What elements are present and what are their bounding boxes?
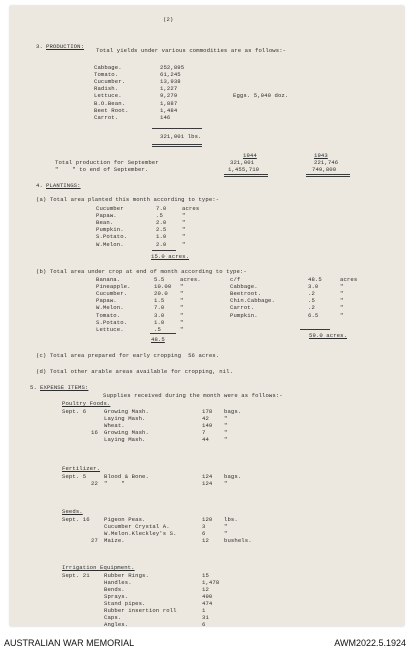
crop-unit: acres. xyxy=(180,276,201,283)
seed-item: W.Melon.Kleckley's S. xyxy=(104,529,177,537)
planting-total: 15.0 acres. xyxy=(151,253,190,260)
planting-unit: " xyxy=(182,219,186,227)
subsection-text: (d) Total other arable areas available for cropping, nil. xyxy=(36,368,234,375)
crop-unit: " xyxy=(180,290,184,298)
item-unit: " xyxy=(224,435,228,443)
crop-name: Cabbage. xyxy=(230,283,258,291)
commodity-yield: 1,887 xyxy=(160,99,178,107)
crop-area: 10.00 xyxy=(154,283,172,291)
irrigation-item: Stand pipes. xyxy=(104,599,146,607)
crop-name: W.Melon. xyxy=(96,304,124,312)
item-quantity: 6 xyxy=(202,621,206,629)
footer-accession: AWM2022.5.1924 xyxy=(334,638,406,648)
item-date: Sept. 21 xyxy=(62,571,90,579)
planting-area: .5 xyxy=(156,212,163,220)
document-page xyxy=(10,6,404,629)
crop-unit: " xyxy=(340,290,344,298)
total-rule xyxy=(224,176,268,177)
crop-unit: " xyxy=(340,283,344,291)
item-date: Sept. 6 xyxy=(62,407,87,415)
crop-area: .2 xyxy=(308,290,315,298)
item-quantity: 490 xyxy=(202,592,213,600)
seeds-heading: Seeds. xyxy=(62,508,83,515)
subsection-text: (c) Total area prepared for early cropping 56 acres. xyxy=(36,352,220,359)
item-quantity: 44 xyxy=(202,435,209,443)
crop-name: Tomato. xyxy=(96,311,121,319)
planting-area: 1.0 xyxy=(156,233,167,241)
crop-area: 1.5 xyxy=(154,297,165,305)
total-rule xyxy=(152,128,202,129)
planting-name: W.Melon. xyxy=(96,240,124,248)
crop-name: c/f xyxy=(230,276,241,283)
section-number: 5. xyxy=(30,384,37,391)
planting-unit: " xyxy=(182,240,186,248)
planting-name: Papaw. xyxy=(96,212,117,220)
section-heading: EXPENSE ITEMS: xyxy=(40,384,89,391)
item-unit: " xyxy=(224,421,228,429)
crop-unit: " xyxy=(180,283,184,291)
subsection-text: (b) Total area under crop at end of month according to type:- xyxy=(36,268,247,275)
item-quantity: 149 xyxy=(202,421,213,429)
crop-area: 3.0 xyxy=(308,283,319,291)
planting-area: 2.0 xyxy=(156,219,167,227)
item-date: Sept. 5 xyxy=(62,472,87,480)
total-rule xyxy=(152,144,202,145)
commodity-yield: 1,484 xyxy=(160,106,178,114)
commodity-name: Carrot. xyxy=(94,113,119,121)
item-unit: " xyxy=(224,479,228,487)
item-quantity: 7 xyxy=(202,428,206,436)
item-date: Sept. 16 xyxy=(62,515,90,523)
planting-area: 2.5 xyxy=(156,226,167,234)
commodity-yield: 61,245 xyxy=(160,71,181,79)
fertilizer-heading: Fertilizer. xyxy=(62,465,101,472)
crop-unit: " xyxy=(180,318,184,326)
item-quantity: 178 xyxy=(202,407,213,415)
planting-unit: " xyxy=(182,233,186,241)
commodity-yield: 13,938 xyxy=(160,78,181,86)
item-unit: bags. xyxy=(224,407,242,415)
crop-name: S.Potato. xyxy=(96,318,128,326)
crop-area: .5 xyxy=(154,325,161,333)
irrigation-heading: Irrigation Equipment. xyxy=(62,564,135,571)
total-rule xyxy=(306,174,350,175)
production-value-1943: 749,800 xyxy=(312,166,337,173)
item-quantity: 474 xyxy=(202,599,213,607)
irrigation-item: Angles. xyxy=(104,621,129,629)
crop-area: 20.0 xyxy=(154,290,168,298)
commodity-name: B.O.Bean. xyxy=(94,99,126,107)
total-rule xyxy=(152,250,176,251)
crop-name: Pineapple. xyxy=(96,283,131,291)
year-heading-1944: 1944 xyxy=(243,152,257,159)
production-row-label: " " to end of September. xyxy=(55,166,149,173)
planting-area: 2.0 xyxy=(156,240,167,248)
section-heading: PRODUCTION: xyxy=(46,43,85,50)
crop-name: Chin.Cabbage. xyxy=(230,297,275,305)
commodity-yield: 1,227 xyxy=(160,85,178,93)
total-rule xyxy=(224,174,268,175)
crop-unit: " xyxy=(180,325,184,333)
crop-name: Pumpkin. xyxy=(230,311,258,319)
poultry-item: Wheat. xyxy=(104,421,125,429)
item-unit: " xyxy=(224,522,228,530)
crop-name: Papaw. xyxy=(96,297,117,305)
crop-unit: acres xyxy=(340,276,358,283)
eggs-total: Eggs. 5,040 doz. xyxy=(233,92,289,99)
irrigation-item: Sprays. xyxy=(104,592,129,600)
production-value-1944: 1,455,719 xyxy=(228,166,260,173)
item-quantity: 15 xyxy=(202,571,209,579)
irrigation-item: Rubber Rings. xyxy=(104,571,149,579)
item-date: 16 xyxy=(91,428,98,436)
item-unit: " xyxy=(224,529,228,537)
total-rule xyxy=(150,333,176,334)
crop-name: Lettuce. xyxy=(96,325,124,333)
item-unit: bushels. xyxy=(224,536,252,544)
item-quantity: 12 xyxy=(202,585,209,593)
crop-unit: " xyxy=(180,311,184,319)
crop-area: .5 xyxy=(308,297,315,305)
crop-subtotal: 48.5 xyxy=(151,336,165,343)
item-quantity: 1 xyxy=(202,607,206,614)
crop-area: 1.0 xyxy=(154,318,165,326)
commodity-name: Lettuce. xyxy=(94,92,122,100)
item-date: 22 xyxy=(91,479,98,487)
crop-area: 6.5 xyxy=(308,311,319,319)
total-rule xyxy=(152,146,202,147)
production-total: 321,001 lbs. xyxy=(160,133,202,140)
fertilizer-item: Blood & Bone. xyxy=(104,472,149,480)
commodity-name: Cucumber. xyxy=(94,78,126,86)
poultry-heading: Poultry Foods. xyxy=(62,400,111,407)
subsection-text: (a) Total area planted this month according to type:- xyxy=(36,196,220,203)
commodity-name: Beet Root. xyxy=(94,106,129,114)
total-rule xyxy=(300,329,330,330)
seed-item: Maize. xyxy=(104,536,125,544)
item-unit: bags. xyxy=(224,472,242,480)
planting-unit: acres xyxy=(182,205,200,212)
crop-unit: " xyxy=(340,297,344,305)
commodity-name: Radish. xyxy=(94,85,119,93)
item-quantity: 120 xyxy=(202,515,213,523)
planting-name: Pumpkin. xyxy=(96,226,124,234)
crop-area: 7.0 xyxy=(154,304,165,312)
poultry-item: Growing Mash. xyxy=(104,428,149,436)
commodity-name: Tomato. xyxy=(94,71,119,79)
planting-area: 7.0 xyxy=(156,205,167,212)
poultry-item: Laying Mash. xyxy=(104,414,146,422)
crop-total: 59.0 acres. xyxy=(309,332,348,339)
crop-area: 5.5 xyxy=(154,276,165,283)
crop-area: 3.0 xyxy=(154,311,165,319)
crop-name: Carrot. xyxy=(230,304,255,312)
seed-item: Cucumber Crystal A. xyxy=(104,522,170,530)
crop-unit: " xyxy=(340,311,344,319)
section-number: 3. xyxy=(36,43,43,50)
crop-area: 48.5 xyxy=(308,276,322,283)
section-intro: Total yields under various commodities are as follows:- xyxy=(96,47,287,54)
item-date: 27 xyxy=(91,536,98,544)
crop-unit: " xyxy=(180,304,184,312)
item-quantity: 124 xyxy=(202,472,213,480)
crop-unit: " xyxy=(340,304,344,312)
irrigation-item: Handles. xyxy=(104,578,132,586)
item-unit: " xyxy=(224,428,228,436)
section-number: 4. xyxy=(36,182,43,189)
year-heading-1943: 1943 xyxy=(314,152,328,159)
poultry-item: Growing Mash. xyxy=(104,407,149,415)
commodity-yield: 9,279 xyxy=(160,92,178,100)
planting-name: S.Potato. xyxy=(96,233,128,241)
crop-name: Cucumber. xyxy=(96,290,128,298)
seed-item: Pigeon Peas. xyxy=(104,515,146,523)
total-rule xyxy=(306,176,350,177)
item-quantity: 124 xyxy=(202,479,213,487)
crop-name: Beetroot. xyxy=(230,290,262,298)
item-quantity: 6 xyxy=(202,529,206,537)
item-quantity: 42 xyxy=(202,414,209,422)
item-unit: " xyxy=(224,414,228,422)
page-number: (2) xyxy=(163,16,174,23)
planting-name: Bean. xyxy=(96,219,114,227)
production-row-label: Total production for September xyxy=(55,159,159,166)
poultry-item: Laying Mash. xyxy=(104,435,146,443)
item-quantity: 12 xyxy=(202,536,209,544)
section-intro: Supplies received during the month were as follows:- xyxy=(103,392,283,399)
planting-name: Cucumber xyxy=(96,205,124,212)
planting-unit: " xyxy=(182,212,186,220)
commodity-name: Cabbage. xyxy=(94,64,122,71)
commodity-yield: 146 xyxy=(160,113,171,121)
item-quantity: 31 xyxy=(202,614,209,622)
crop-area: .2 xyxy=(308,304,315,312)
planting-unit: " xyxy=(182,226,186,234)
item-quantity: 3 xyxy=(202,522,206,530)
fertilizer-item: " " xyxy=(104,479,125,487)
production-value-1944: 321,001 xyxy=(230,159,255,166)
item-unit: lbs. xyxy=(224,515,238,523)
irrigation-item: Bends. xyxy=(104,585,125,593)
commodity-yield: 252,895 xyxy=(160,64,185,71)
crop-name: Banana. xyxy=(96,276,121,283)
irrigation-item: Rubber insertion roll xyxy=(104,607,177,614)
crop-unit: " xyxy=(180,297,184,305)
section-heading: PLANTINGS: xyxy=(46,182,81,189)
irrigation-item: Caps. xyxy=(104,614,122,622)
item-quantity: 1,478 xyxy=(202,578,220,586)
production-value-1943: 221,746 xyxy=(314,159,339,166)
footer-institution: AUSTRALIAN WAR MEMORIAL xyxy=(4,638,135,648)
